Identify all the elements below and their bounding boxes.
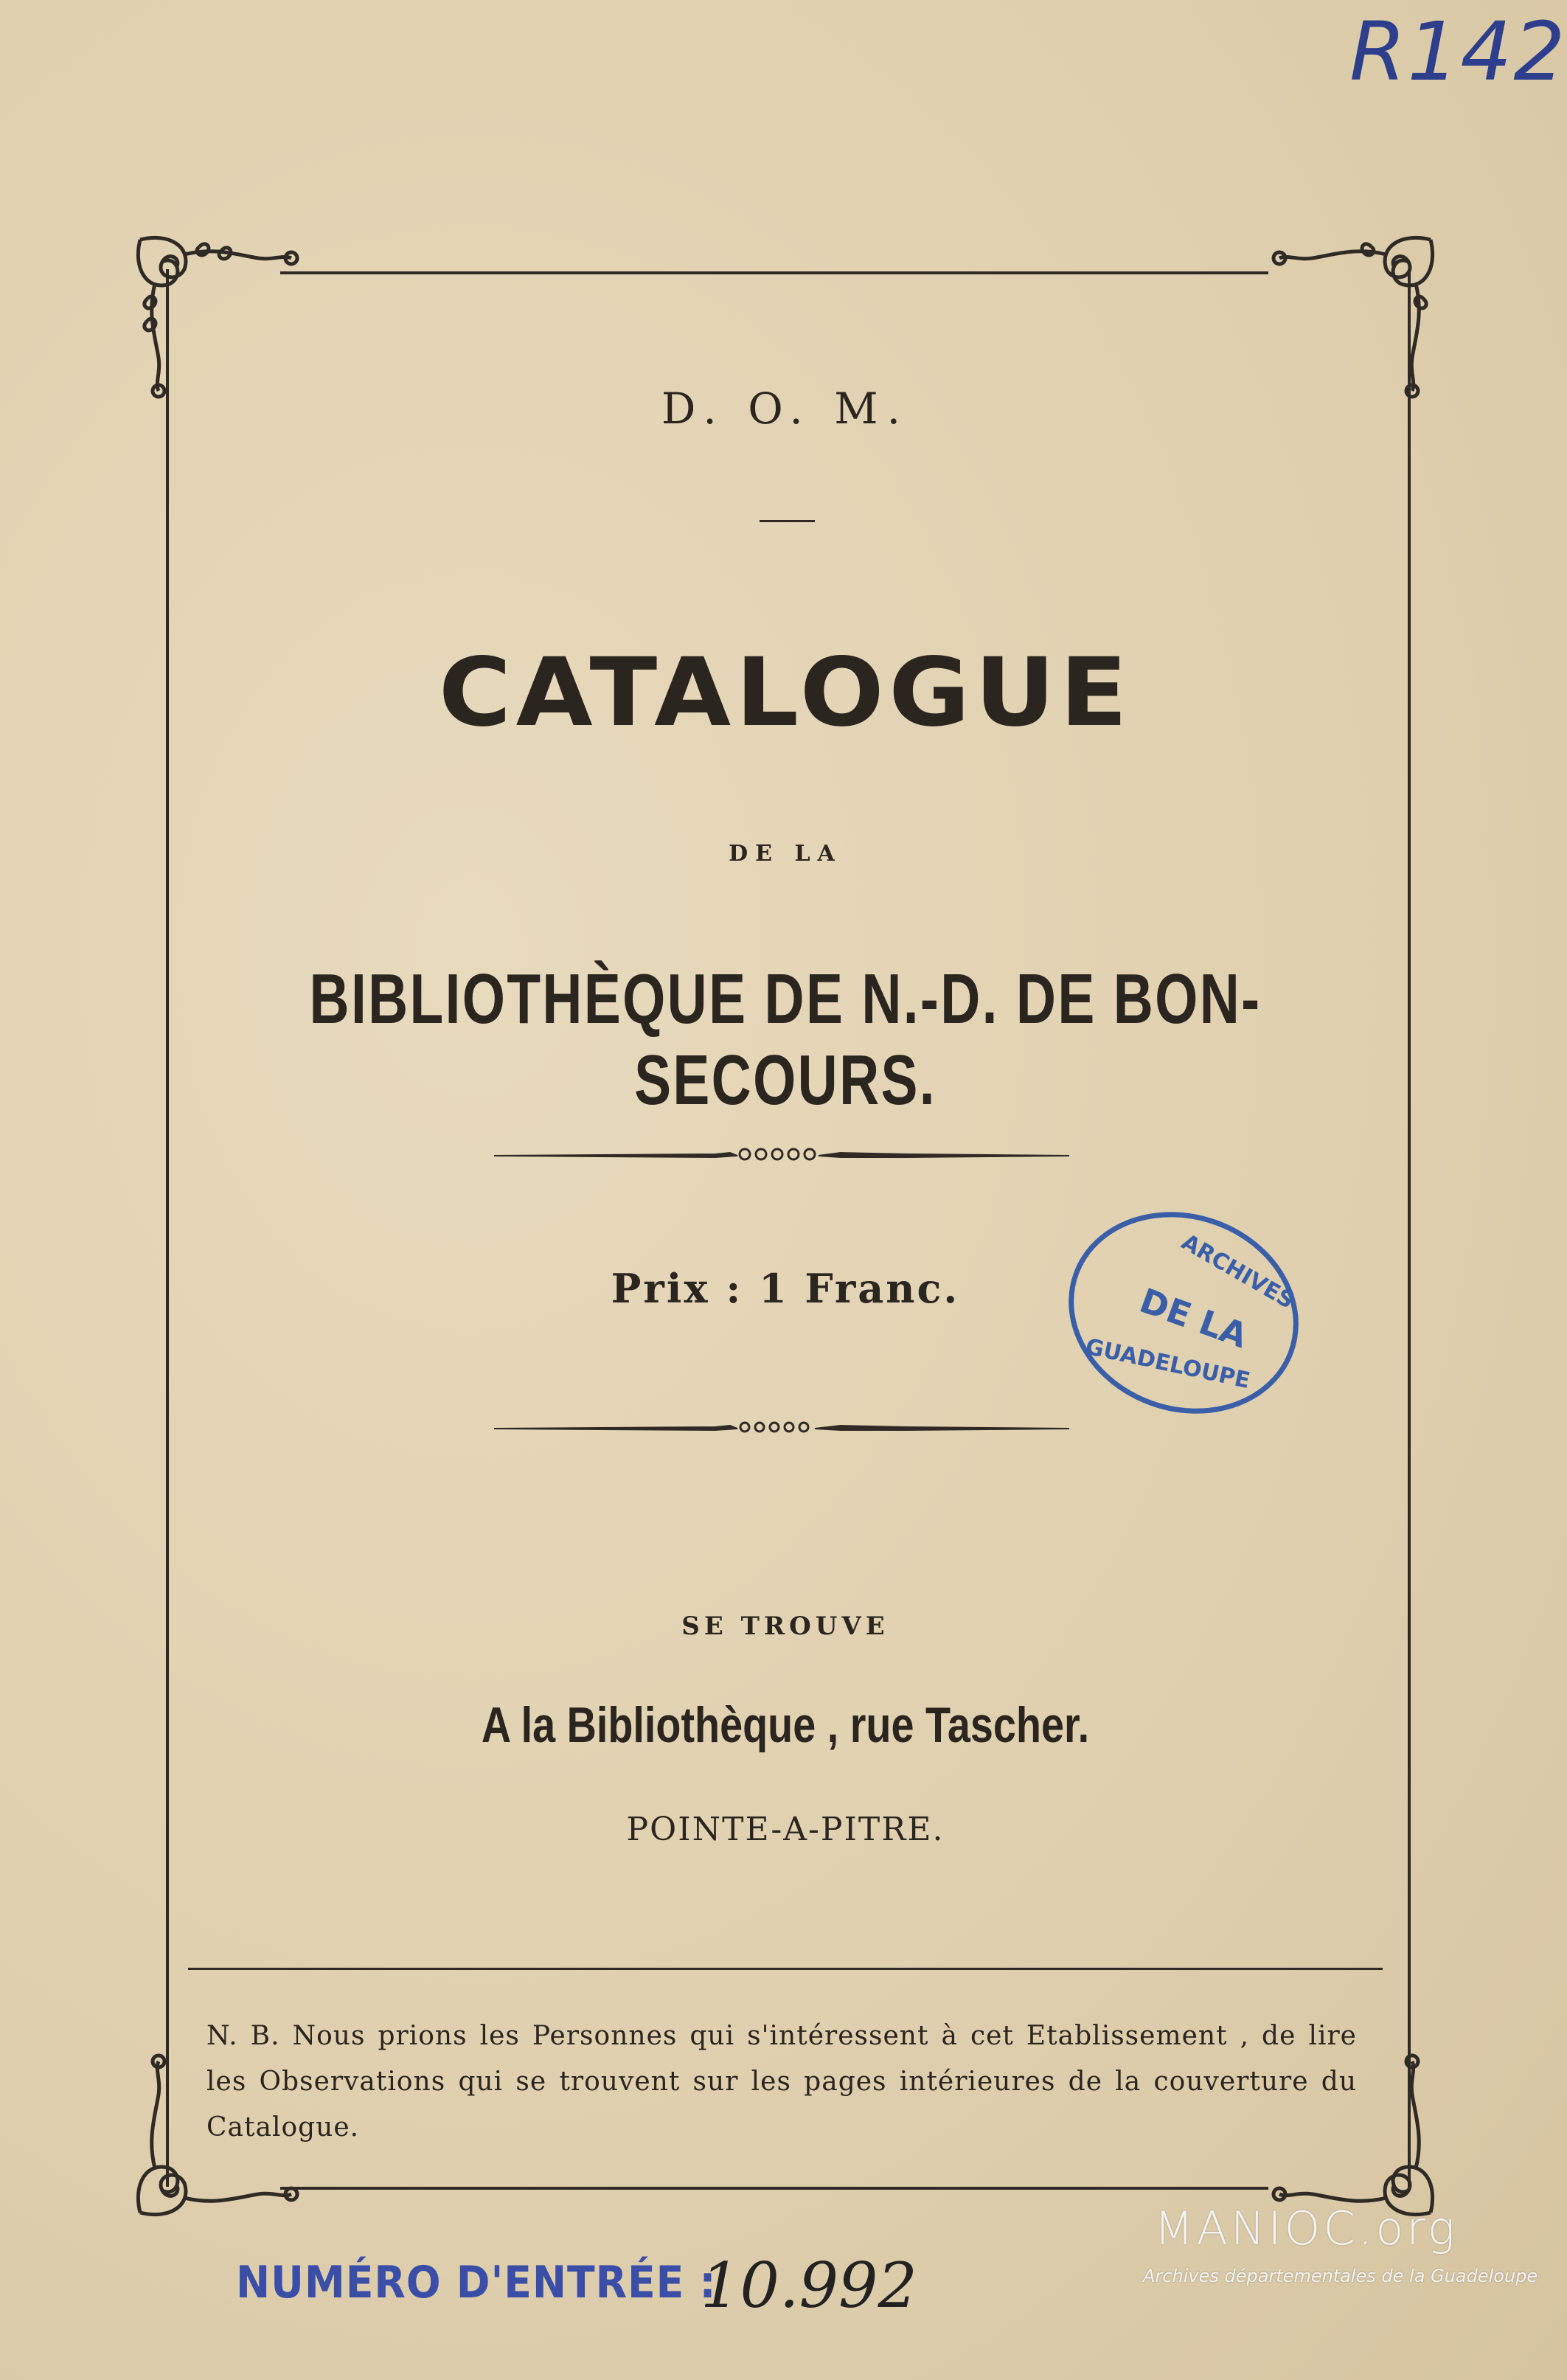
- library-address: A la Bibliothèque , rue Tascher.: [481, 1697, 1090, 1753]
- note-text: N. B. Nous prions les Personnes qui s'intéressent à cet Etablissement , de lire les Observations qui se trouvent sur les pages intérieures de la couverture du Catalogue.: [206, 2021, 1357, 2143]
- entry-number-stamp: NUMÉRO D'ENTRÉE :: [236, 2257, 717, 2308]
- short-divider: [760, 520, 815, 522]
- border-top-line: [280, 271, 1268, 274]
- page-title: CATALOGUE: [438, 638, 1133, 748]
- library-name: BIBLIOTHÈQUE DE N.-D. DE BON-SECOURS.: [309, 960, 1262, 1120]
- ornamental-rule-icon: [494, 1412, 1069, 1442]
- dedication: D. O. M.: [661, 384, 910, 434]
- shelfmark-handwritten: R142: [1349, 4, 1567, 99]
- stamp-line-3: GUADELOUPE: [1083, 1333, 1253, 1395]
- city: POINTE-A-PITRE.: [626, 1811, 945, 1848]
- title-connector: DE LA: [729, 841, 842, 867]
- found-at-label: SE TROUVE: [681, 1611, 889, 1641]
- ornamental-rule-icon: [494, 1139, 1069, 1169]
- watermark-source: Archives départementales de la Guadeloupe: [1143, 2266, 1538, 2286]
- entry-number-handwritten: 10.992: [701, 2249, 917, 2322]
- stamp-line-2: DE LA: [1134, 1280, 1253, 1356]
- border-bottom-line: [280, 2187, 1268, 2190]
- price: Prix : 1 Franc.: [611, 1265, 960, 1312]
- stamp-line-1: ARCHIVES: [1177, 1229, 1299, 1314]
- watermark-brand: MANIOC.org: [1154, 2202, 1458, 2255]
- note-divider: [188, 1968, 1383, 1970]
